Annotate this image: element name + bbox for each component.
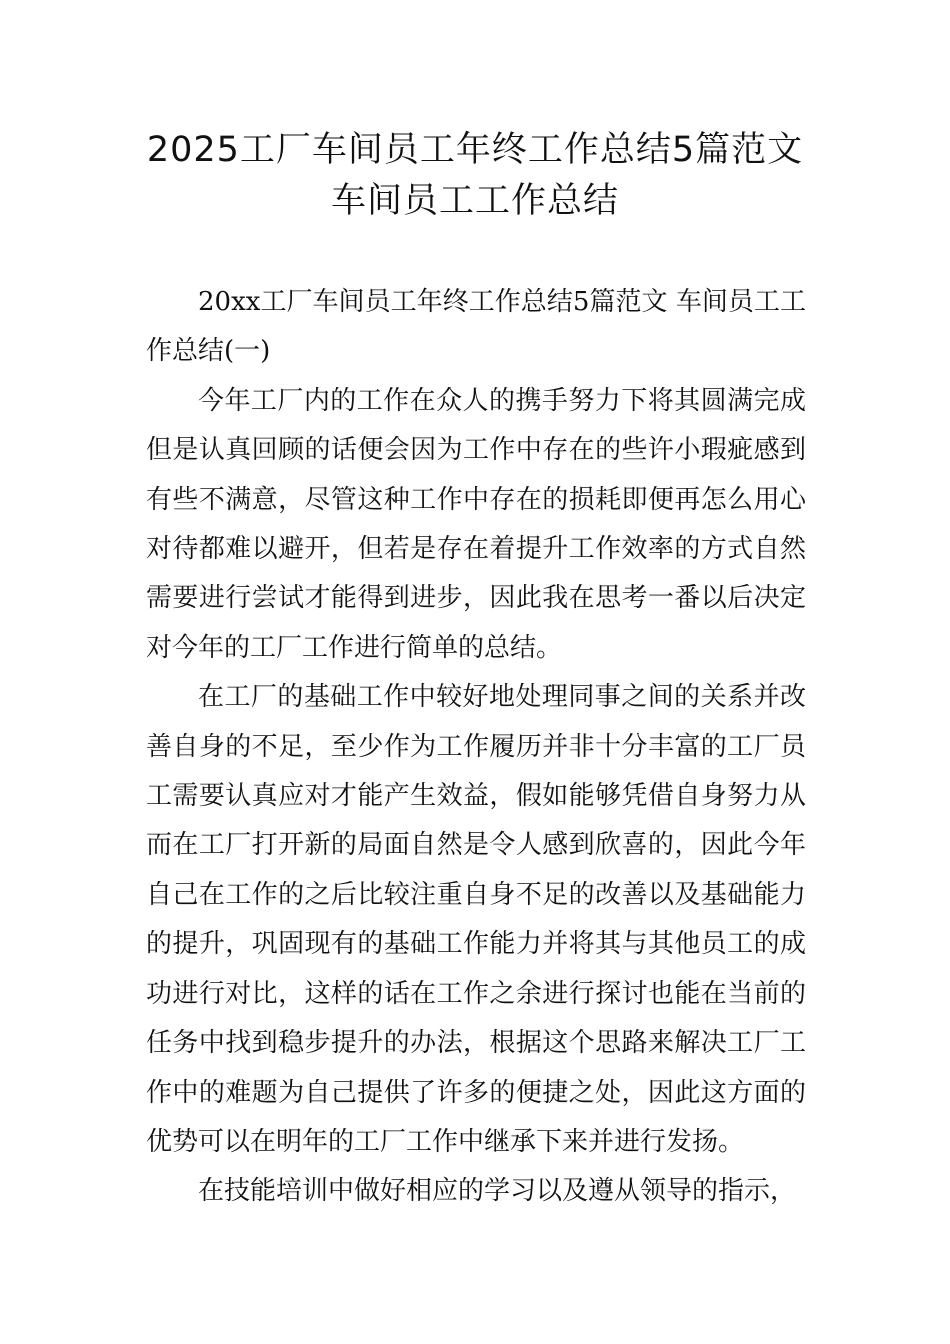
- paragraph-subtitle: 20xx工厂车间员工年终工作总结5篇范文 车间员工工作总结(一): [146, 287, 806, 367]
- paragraph: 在技能培训中做好相应的学习以及遵从领导的指示，: [198, 1176, 797, 1207]
- document-title-line-1: 2025工厂车间员工年终工作总结5篇范文: [146, 130, 804, 170]
- document-title-line-2: 车间员工工作总结: [330, 181, 619, 221]
- document-body: [146, 278, 806, 1217]
- paragraph: 在工厂的基础工作中较好地处理同事之间的关系并改善自身的不足，至少作为工作履历并非十分丰富的工厂员工需要认真应对才能产生效益，假如能够凭借自身努力从而在工厂打开新的局面自然是令人感到欣喜的，因此今年自己在工作的之后比较注重自身不足的改善以及基础能力的提升，巩固现有的基础工作能力并将其与其他员工的成功进行对比，这样的话在工作之余进行探讨也能在当前的任务中找到稳步提升的办法，根据这个思路来解决工厂工作中的难题为自己提供了许多的便捷之处，因此这方面的优势可以在明年的工厂工作中继承下来并进行发扬。: [146, 682, 806, 1157]
- paragraph: 今年工厂内的工作在众人的携手努力下将其圆满完成但是认真回顾的话便会因为工作中存在的些许小瑕疵感到有些不满意，尽管这种工作中存在的损耗即便再怎么用心对待都难以避开，但若是存在着提升工作效率的方式自然需要进行尝试才能得到进步，因此我在思考一番以后决定对今年的工厂工作进行简单的总结。: [146, 385, 806, 663]
